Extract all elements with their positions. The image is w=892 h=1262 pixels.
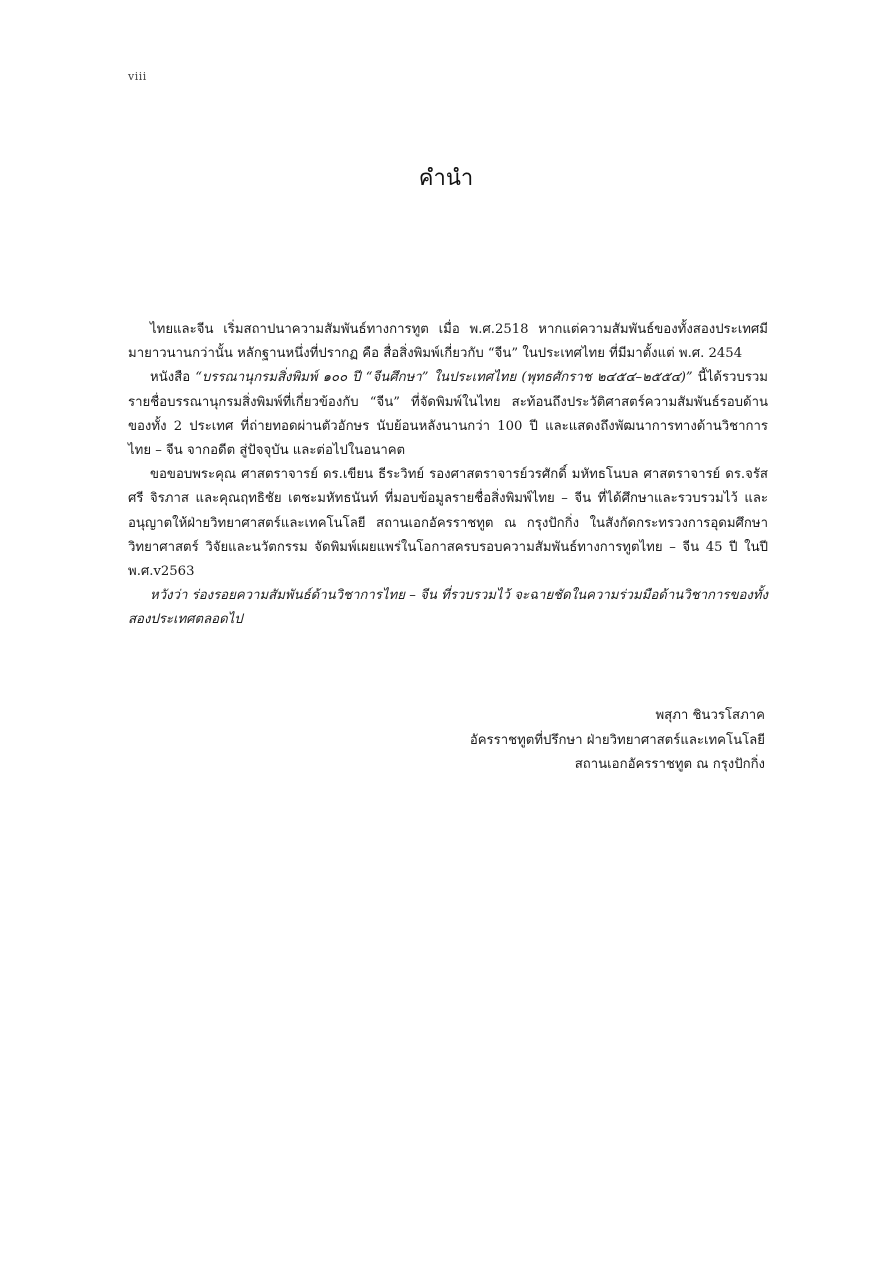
paragraph-3: ขอขอบพระคุณ ศาสตราจารย์ ดร.เขียน ธีระวิทย์ รองศาสตราจารย์วรศักดิ์ มหัทธโนบล ศาสตราจารย์ ดร.จรัสศรี จิรภาส และคุณฤทธิชัย เตชะมหัทธนันท์ ที่มอบข้อมูลรายชื่อสิ่งพิมพ์ไทย – จีน ที่ได้ศึกษาและรวบรวมไว้ และอนุญาตให้ฝ่ายวิทยาศาสตร์และเทคโนโลยี สถานเอกอัครราชทูต ณ กรุงปักกิ่ง ในสังกัดกระทรวงการอุดมศึกษา วิทยาศาสตร์ วิจัยและนวัตกรรม จัดพิมพ์เผยแพร่ในโอกาสครบรอบความสัมพันธ์ทางการทูตไทย – จีน 45 ปี ในปี พ.ศ.v2563 — [128, 467, 768, 580]
preface-body — [128, 318, 768, 633]
paragraph-2-rest: นี้ได้รวบรวมรายชื่อบรรณานุกรมสิ่งพิมพ์ที่เกี่ยวข้องกับ “จีน” ที่จัดพิมพ์ในไทย สะท้อนถึงประวัติศาสตร์ความสัมพันธ์รอบด้านของทั้ง 2 ประเทศ ที่ถ่ายทอดผ่านตัวอักษร นับย้อนหลังนานกว่า 100 ปี และแสดงถึงพัฒนาการทางด้านวิชาการไทย – จีน จากอดีต สู่ปัจจุบัน และต่อไปในอนาคต — [128, 370, 768, 459]
closing-wish: หวังว่า ร่องรอยความสัมพันธ์ด้านวิชาการไทย – จีน ที่รวบรวมไว้ จะฉายชัดในความร่วมมือด้านวิชาการของทั้งสองประเทศตลอดไป — [128, 588, 768, 628]
signer-position: อัครราชทูตที่ปรึกษา ฝ่ายวิทยาศาสตร์และเทคโนโลยี — [469, 732, 765, 748]
book-title: “บรรณานุกรมสิ่งพิมพ์ ๑๐๐ ปี “จีนศึกษา” ในประเทศไทย (พุทธศักราช ๒๔๕๔–๒๕๕๔)” — [195, 370, 693, 386]
paragraph-2 — [128, 366, 768, 463]
signature-block — [470, 704, 765, 778]
paragraph-4 — [128, 584, 768, 632]
paragraph-2-lead: หนังสือ — [150, 370, 196, 386]
signer-organization: สถานเอกอัครราชทูต ณ กรุงปักกิ่ง — [574, 757, 765, 772]
page-number: viii — [128, 70, 147, 83]
signer-name: พสุภา ชินวรโสภาค — [655, 708, 765, 723]
page-title: คำนำ — [418, 166, 474, 191]
paragraph-1: ไทยและจีน เริ่มสถาปนาความสัมพันธ์ทางการทูต เมื่อ พ.ศ.2518 หากแต่ความสัมพันธ์ของทั้งสองประเทศมีมายาวนานกว่านั้น หลักฐานหนึ่งที่ปรากฏ คือ สื่อสิ่งพิมพ์เกี่ยวกับ “จีน” ในประเทศไทย ที่มีมาตั้งแต่ พ.ศ. 2454 — [128, 322, 768, 362]
